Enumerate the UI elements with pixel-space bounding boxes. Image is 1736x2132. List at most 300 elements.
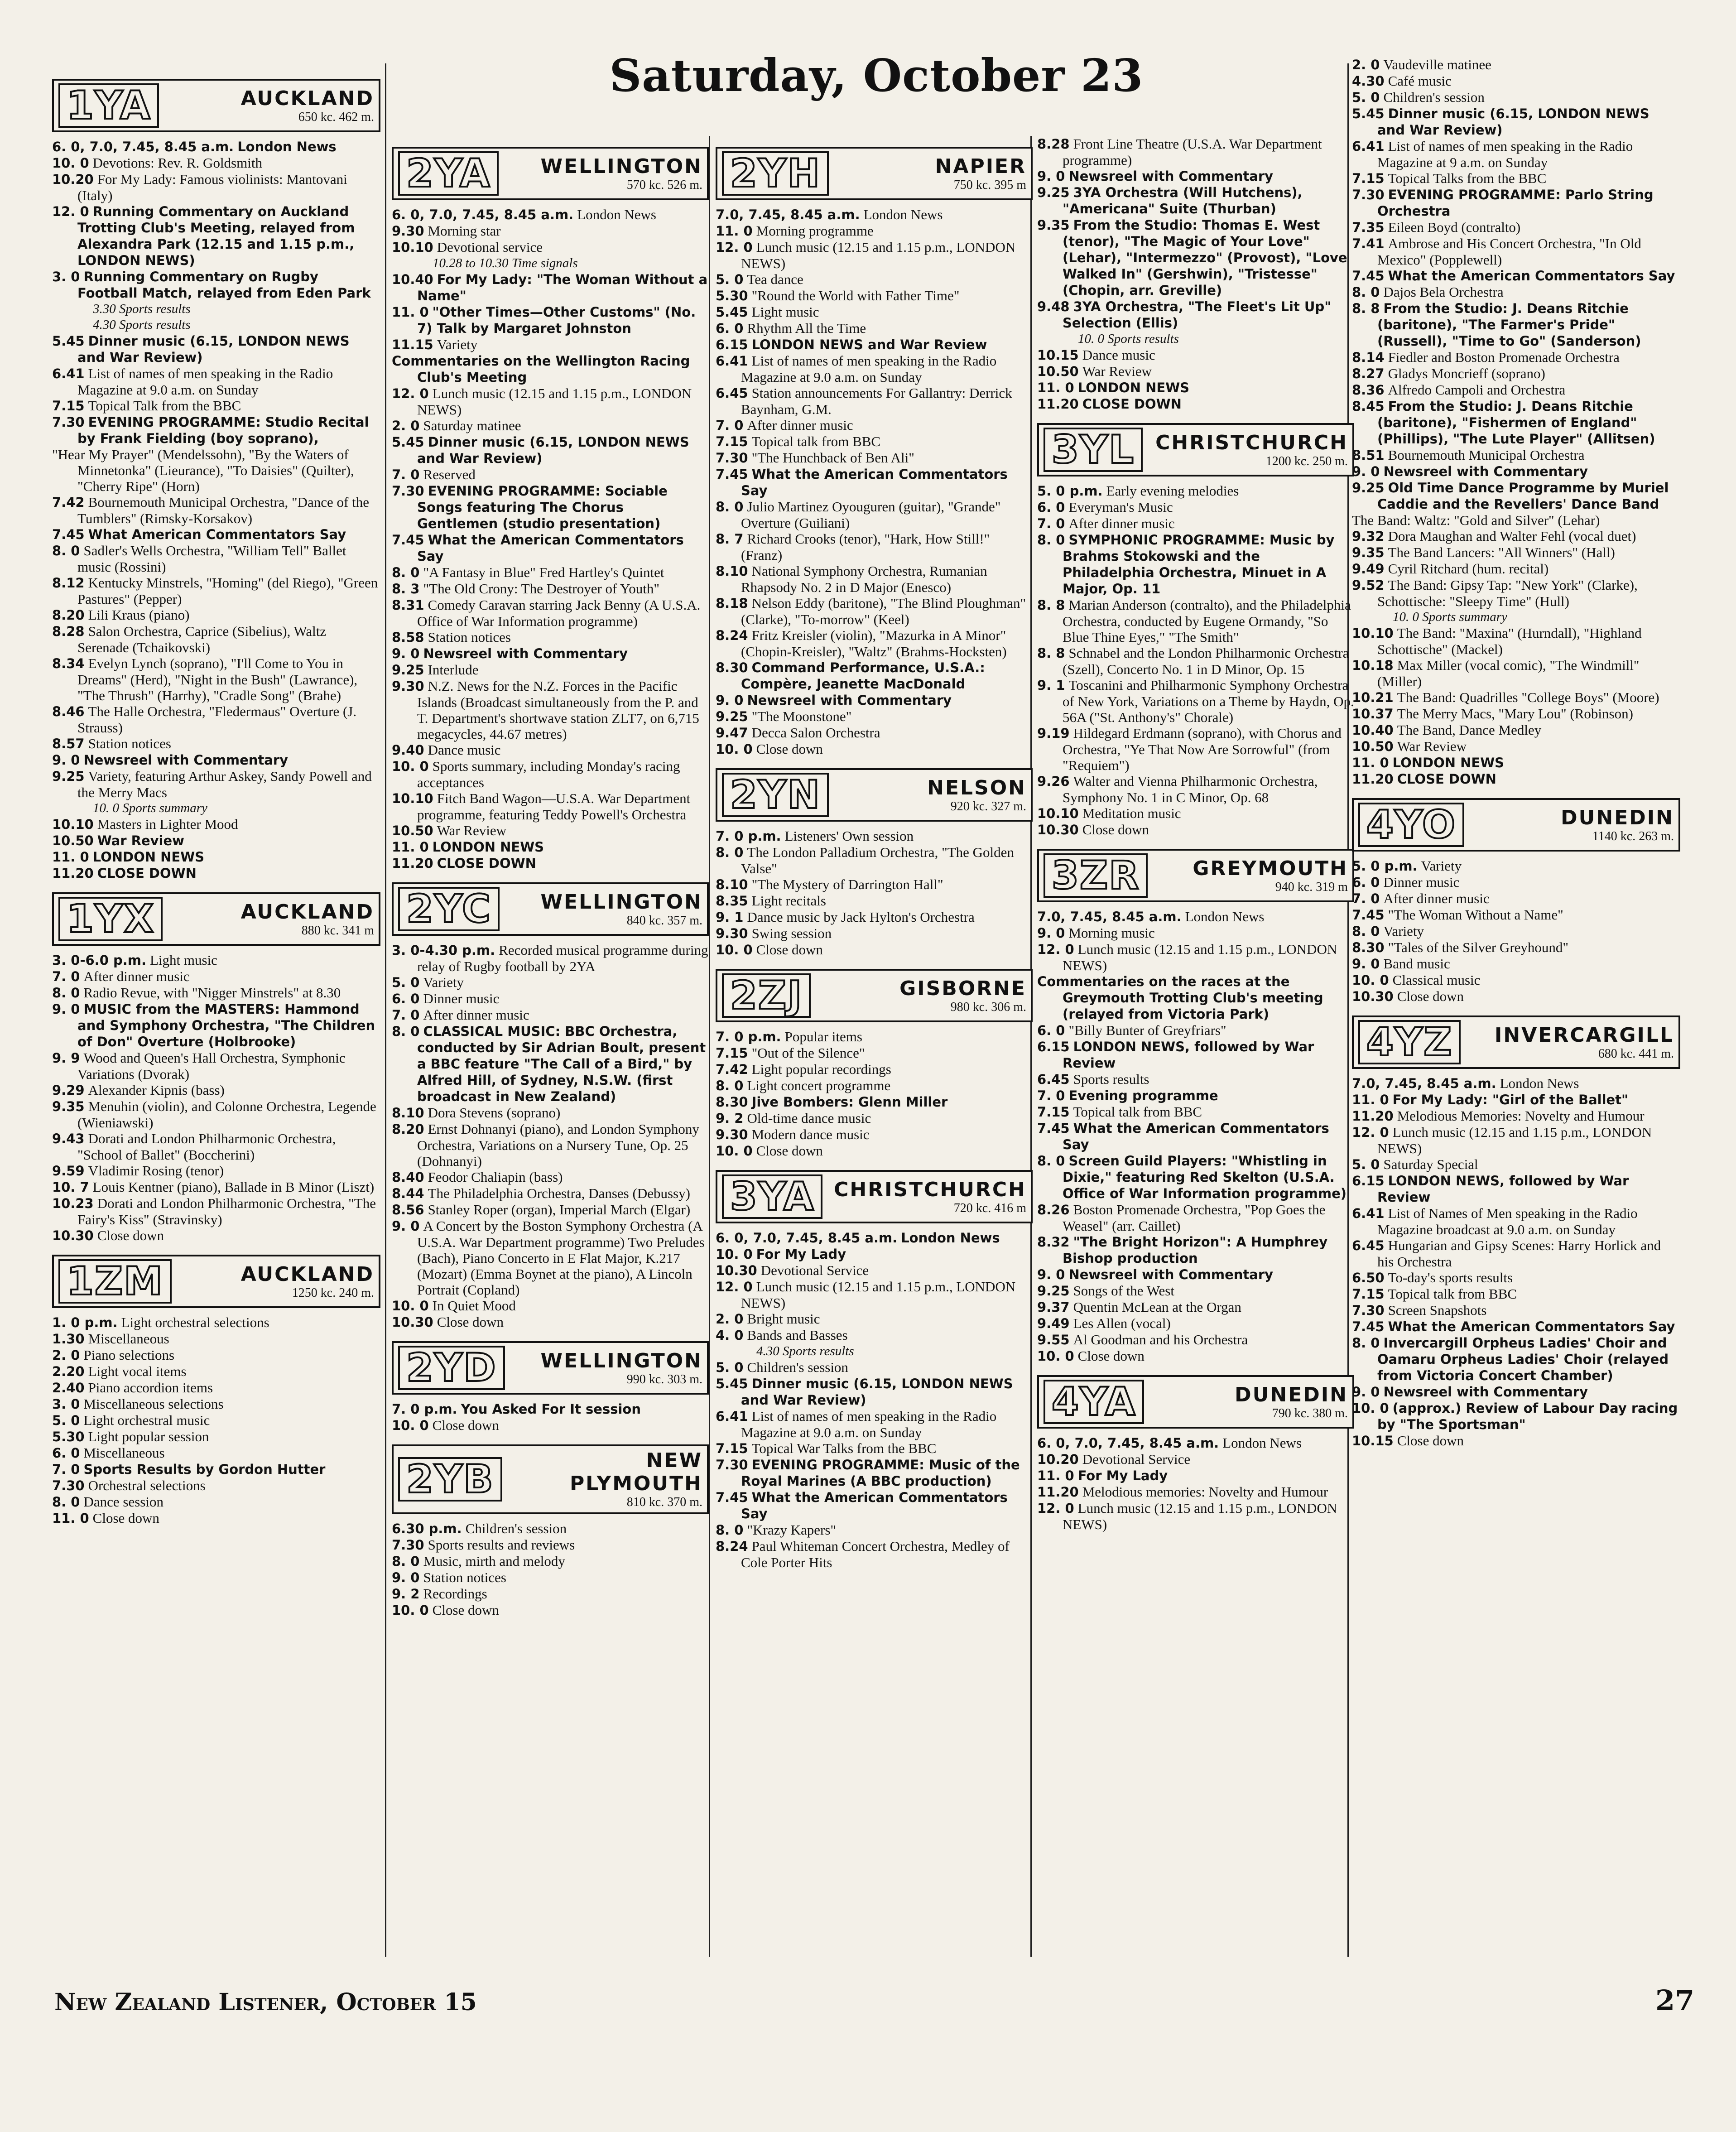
programme-text: Screen Snapshots xyxy=(1388,1302,1487,1318)
station-header xyxy=(52,892,380,946)
programme-time: 8.30 xyxy=(716,1094,748,1110)
programme-item xyxy=(716,304,1033,320)
programme-item xyxy=(52,1396,380,1412)
programme-text: A Concert by the Boston Symphony Orchestra (A U.S.A. War Department programme) Two Preludes (Bach), Piano Concerto in E Flat Major, K.217 (Mozart) (Emma Boynet at the piano), A Lincoln Portrait (Copland) xyxy=(417,1218,705,1298)
programme-text: What the American Commentators Say xyxy=(741,1490,1008,1521)
station-header xyxy=(716,768,1033,822)
programme-text: After dinner music xyxy=(423,1007,529,1023)
programme-time: 11.20 xyxy=(392,856,433,871)
programme-item xyxy=(392,483,709,532)
programme-text: Toscanini and Philharmonic Symphony Orchestra of New York, Variations on a Theme by Haydn, Op. 56A ("St. Anthony's" Chorale) xyxy=(1063,677,1354,725)
programme-item xyxy=(1352,512,1680,528)
programme-time: 10.23 xyxy=(52,1196,94,1211)
programme-time: 9.19 xyxy=(1037,726,1070,741)
programme-item xyxy=(52,414,380,447)
programme-text: Close down xyxy=(756,1143,823,1159)
programme-time: 9.40 xyxy=(392,742,424,758)
programme-time: 9.43 xyxy=(52,1131,85,1146)
station-city: AUCKLAND xyxy=(240,900,374,924)
programme-text: Interlude xyxy=(428,662,479,678)
programme-time: 9.35 xyxy=(52,1099,85,1114)
programme-item xyxy=(52,1195,380,1227)
programme-time: 9.52 xyxy=(1352,578,1385,593)
programme-time: 5. 0 xyxy=(392,975,420,990)
programme-item xyxy=(392,385,709,418)
programme-item xyxy=(716,271,1033,288)
programme-time: 12. 0 xyxy=(1037,942,1074,957)
programme-time: 9. 0 xyxy=(1352,464,1380,479)
programme-item xyxy=(1352,236,1680,268)
station-call-sign: 2YH xyxy=(722,151,829,196)
programme-item xyxy=(716,692,1033,708)
programme-text: Feodor Chaliapin (bass) xyxy=(428,1169,563,1185)
programme-item xyxy=(392,207,709,223)
programme-time: 6.41 xyxy=(1352,139,1385,154)
programme-time: 7.45 xyxy=(1037,1121,1070,1136)
programme-text: What the American Commentators Say xyxy=(1388,1319,1675,1334)
programme-item xyxy=(1037,1071,1354,1088)
station-call-sign: 1YX xyxy=(58,897,163,941)
programme-text: Lunch music (12.15 and 1.15 p.m., LONDON NEWS) xyxy=(417,385,692,418)
programme-text: Dinner music (6.15, LONDON NEWS and War Review) xyxy=(417,434,689,466)
programme-time: 12. 0 xyxy=(1352,1125,1389,1140)
programme-item xyxy=(716,925,1033,942)
programme-item xyxy=(52,1050,380,1082)
programme-time: 8. 7 xyxy=(716,531,744,547)
programme-time: 11. 0 xyxy=(1352,1092,1389,1107)
programme-time: 9. 0 xyxy=(716,693,744,708)
programme-item xyxy=(1037,136,1354,168)
programme-time: 10. 0 xyxy=(716,1143,753,1159)
programme-item xyxy=(52,1082,380,1098)
programme-item xyxy=(1037,973,1354,1022)
programme-item xyxy=(1037,773,1354,805)
programme-item xyxy=(1352,398,1680,447)
station-frequency: 980 kc. 306 m. xyxy=(950,1000,1026,1014)
station-header xyxy=(1037,423,1354,476)
programme-item xyxy=(392,662,709,678)
programme-item xyxy=(1352,706,1680,722)
programme-time: 10.10 xyxy=(1037,806,1079,821)
programme-time: 7.30 xyxy=(1352,1303,1385,1318)
programme-item xyxy=(392,942,709,974)
programme-item xyxy=(52,543,380,575)
programme-time: 6.41 xyxy=(716,353,748,369)
programme-text: Kentucky Minstrels, "Homing" (del Riego), "Green Pastures" (Pepper) xyxy=(77,575,378,607)
programme-time: 5. 0 xyxy=(716,272,744,287)
programme-text: Decca Salon Orchestra xyxy=(751,725,880,741)
programme-time: 1.30 xyxy=(52,1331,85,1347)
programme-time: 9.25 xyxy=(1037,185,1070,200)
programme-item xyxy=(1352,1335,1680,1384)
programme-item xyxy=(52,623,380,655)
programme-text: Newsreel with Commentary xyxy=(1068,168,1274,184)
programme-item xyxy=(1352,480,1680,512)
station-header xyxy=(1352,1015,1680,1069)
programme-time: 10. 0 xyxy=(716,942,753,958)
programme-text: "The Moonstone" xyxy=(751,708,852,724)
programme-time: 6. 0 xyxy=(1352,875,1380,890)
programme-text: What the American Commentators Say xyxy=(1063,1121,1329,1152)
programme-time: 8. 0 xyxy=(392,1024,420,1039)
programme-item xyxy=(1037,1088,1354,1104)
programme-text: Sports results xyxy=(1073,1071,1149,1087)
programme-text: Ambrose and His Concert Orchestra, "In Old Mexico" (Popplewell) xyxy=(1377,236,1641,268)
programme-text: SYMPHONIC PROGRAMME: Music by Brahms Stokowski and the Philadelphia Orchestra, Minuet in A Major, Op. 11 xyxy=(1063,532,1335,597)
programme-time: 9. 0 xyxy=(52,752,80,768)
programme-list xyxy=(716,1029,1033,1159)
programme-text: LONDON NEWS and War Review xyxy=(751,337,987,352)
programme-list xyxy=(1037,1435,1354,1532)
programme-item xyxy=(1037,1451,1354,1468)
programme-time: 11.20 xyxy=(1352,771,1394,787)
programme-text: From the Studio: J. Deans Ritchie (baritone), "The Farmer's Pride" (Russell), "Time to Go" (Sanderson) xyxy=(1377,301,1641,349)
programme-time: 11. 0 xyxy=(52,849,89,865)
programme-list xyxy=(1037,483,1354,838)
programme-item xyxy=(716,876,1033,893)
programme-text: (approx.) Review of Labour Day racing by "The Sportsman" xyxy=(1377,1400,1678,1432)
programme-list xyxy=(716,1230,1033,1570)
programme-time: 8.20 xyxy=(392,1121,424,1137)
programme-time: 11. 0 xyxy=(1037,1468,1074,1483)
programme-text: For My Lady: "Girl of the Ballet" xyxy=(1392,1092,1629,1107)
programme-time: 9.48 xyxy=(1037,299,1070,314)
programme-item xyxy=(716,1045,1033,1061)
programme-text: LONDON NEWS xyxy=(1392,755,1505,770)
programme-list xyxy=(1037,909,1354,1364)
station-call-sign: 2YB xyxy=(398,1457,502,1502)
programme-text: LONDON NEWS xyxy=(432,839,544,855)
station-city: WELLINGTON xyxy=(540,1349,702,1372)
programme-time: 1. 0 p.m. xyxy=(52,1315,118,1330)
programme-time: 8. 0 xyxy=(52,543,80,558)
programme-time: 8.10 xyxy=(392,1105,424,1121)
programme-time: 9. 9 xyxy=(52,1050,80,1066)
programme-text: Dance music xyxy=(428,742,501,758)
programme-time: 8. 0 xyxy=(1037,532,1065,548)
programme-time: 5. 0 xyxy=(1352,90,1380,105)
programme-text: Newsreel with Commentary xyxy=(1068,1267,1274,1282)
programme-time: 8. 3 xyxy=(392,581,420,597)
station-frequency: 650 kc. 462 m. xyxy=(298,110,374,124)
programme-text: Popular items xyxy=(784,1029,862,1044)
programme-time: 6.41 xyxy=(1352,1206,1385,1221)
programme-time: 6.30 p.m. xyxy=(392,1521,462,1536)
programme-item xyxy=(1037,532,1354,597)
programme-text: Quentin McLean at the Organ xyxy=(1073,1299,1241,1315)
programme-text: Commentaries on the races at the Greymouth Trotting Club's meeting (relayed from Victoria Park) xyxy=(1037,974,1323,1022)
programme-text: Commentaries on the Wellington Racing Club's Meeting xyxy=(392,353,690,385)
programme-item xyxy=(1037,1315,1354,1332)
programme-item xyxy=(52,1347,380,1363)
programme-item xyxy=(716,909,1033,925)
programme-text: "Out of the Silence" xyxy=(751,1045,865,1061)
programme-item xyxy=(52,171,380,203)
programme-item xyxy=(52,849,380,865)
programme-item xyxy=(52,816,380,833)
programme-text: CLOSE DOWN xyxy=(1397,771,1496,787)
programme-text: To-day's sports results xyxy=(1388,1270,1513,1285)
programme-text: After dinner music xyxy=(747,417,853,433)
station-frequency: 1140 kc. 263 m. xyxy=(1592,829,1674,843)
programme-item xyxy=(716,893,1033,909)
programme-text: Light vocal items xyxy=(88,1363,187,1379)
programme-item xyxy=(52,607,380,623)
programme-item xyxy=(392,855,709,871)
programme-text: Light music xyxy=(751,304,819,320)
programme-list xyxy=(1352,1075,1680,1449)
programme-time: 8.28 xyxy=(52,624,85,639)
programme-text: Old-time dance music xyxy=(747,1110,871,1126)
programme-time: 4. 0 xyxy=(716,1328,744,1343)
programme-time: 8. 0 xyxy=(52,985,80,1001)
station-city: AUCKLAND xyxy=(240,87,374,110)
programme-item xyxy=(716,708,1033,725)
programme-item xyxy=(392,353,709,385)
station-call-sign: 4YO xyxy=(1358,803,1464,847)
programme-time: 7.15 xyxy=(716,434,748,449)
programme-item xyxy=(716,239,1033,271)
programme-item xyxy=(716,433,1033,450)
column-2 xyxy=(392,136,709,1948)
programme-item xyxy=(1037,499,1354,515)
programme-time: 9. 2 xyxy=(392,1586,420,1602)
station-city: WELLINGTON xyxy=(540,890,702,914)
programme-text: Running Commentary on Auckland Trotting Club's Meeting, relayed from Alexandra Park (12.15 and 1.15 p.m., LONDON NEWS) xyxy=(77,204,355,268)
programme-time: 9. 1 xyxy=(1037,678,1065,693)
programme-item xyxy=(716,828,1033,844)
programme-item xyxy=(52,139,380,155)
programme-time: 8. 0 xyxy=(716,499,744,515)
programme-text: From the Studio: Thomas E. West (tenor), "The Magic of Your Love" (Lehar), "Intermezzo" (Provost), "Love Walked In" (Gershwin), "Tristesse" (Chopin, arr. Greville) xyxy=(1063,217,1347,298)
programme-time: 2.40 xyxy=(52,1380,85,1396)
programme-time: 7.41 xyxy=(1352,236,1385,251)
programme-item xyxy=(716,320,1033,337)
programme-text: Hungarian and Gipsy Scenes: Harry Horlick and his Orchestra xyxy=(1377,1237,1661,1270)
programme-time: 9.47 xyxy=(716,725,748,741)
programme-item xyxy=(52,447,380,494)
station-city: INVERCARGILL xyxy=(1495,1023,1674,1047)
programme-time: 12. 0 xyxy=(716,1279,753,1295)
programme-item xyxy=(392,823,709,839)
programme-item xyxy=(716,223,1033,239)
programme-text: Dinner music xyxy=(423,991,500,1006)
programme-time: 8.31 xyxy=(392,597,424,613)
programme-time: 9. 0 xyxy=(392,646,420,661)
programme-time: 6.45 xyxy=(716,385,748,401)
programme-item xyxy=(716,1522,1033,1538)
programme-time: 11. 0 xyxy=(52,1511,89,1526)
programme-item xyxy=(392,1521,709,1537)
programme-list xyxy=(392,1521,709,1618)
programme-item xyxy=(52,398,380,414)
programme-text: Nelson Eddy (baritone), "The Blind Ploughman" (Clarke), "To-morrow" (Keel) xyxy=(741,595,1026,627)
programme-item xyxy=(52,968,380,985)
station-frequency: 720 kc. 416 m xyxy=(953,1201,1026,1215)
programme-time: 6.41 xyxy=(716,1409,748,1424)
programme-time: 8. 0 xyxy=(1037,1153,1065,1169)
programme-list xyxy=(392,207,709,871)
programme-item xyxy=(1352,625,1680,657)
programme-time: 7.42 xyxy=(716,1062,748,1077)
programme-text: Dance music by Jack Hylton's Orchestra xyxy=(747,909,975,925)
programme-time: 2. 0 xyxy=(716,1311,744,1327)
programme-text: Meditation music xyxy=(1082,805,1181,821)
programme-time: 9.25 xyxy=(1352,480,1385,496)
programme-text: "The Woman Without a Name" xyxy=(1388,907,1563,923)
programme-text: Close down xyxy=(97,1227,164,1243)
programme-item xyxy=(1352,1075,1680,1092)
programme-text: For My Lady: "The Woman Without a Name" xyxy=(417,272,708,303)
programme-text: Newsreel with Commentary xyxy=(423,646,628,661)
programme-item xyxy=(1037,805,1354,822)
page-title: Saturday, October 23 xyxy=(609,50,1144,102)
programme-item xyxy=(716,207,1033,223)
programme-item xyxy=(392,629,709,645)
programme-item xyxy=(392,271,709,304)
programme-time: 10. 0 xyxy=(52,155,89,171)
programme-item xyxy=(52,1227,380,1244)
programme-item xyxy=(52,155,380,171)
programme-time: 7.42 xyxy=(52,495,85,510)
programme-item xyxy=(1037,184,1354,217)
programme-text: War Review xyxy=(1397,738,1467,754)
programme-time: 9. 0 xyxy=(1352,1384,1380,1400)
column-1 xyxy=(52,68,380,1880)
programme-list xyxy=(392,1401,709,1434)
programme-item xyxy=(1352,187,1680,219)
programme-item xyxy=(392,645,709,662)
programme-item xyxy=(716,1489,1033,1522)
programme-item xyxy=(392,742,709,758)
station-frequency: 990 kc. 303 m. xyxy=(626,1372,702,1386)
station-frequency: 680 kc. 441 m. xyxy=(1598,1046,1674,1061)
programme-text: Everyman's Music xyxy=(1068,499,1173,515)
programme-item xyxy=(1352,1173,1680,1205)
programme-item xyxy=(1037,677,1354,725)
programme-text: Morning star xyxy=(428,223,501,239)
programme-text: Topical talk from BBC xyxy=(751,433,881,449)
programme-item xyxy=(52,1429,380,1445)
programme-list xyxy=(1037,136,1354,412)
programme-time: 3. 0 xyxy=(52,1396,80,1412)
programme-text: From the Studio: J. Deans Ritchie (baritone), "Fishermen of England" (Phillips), "The Lute Player" (Allitsen) xyxy=(1377,399,1655,447)
programme-text: Dinner music xyxy=(1383,874,1460,890)
programme-text: Ernst Dohnanyi (piano), and London Symphony Orchestra, Variations on a Nursery Tune, Op. 25 (Dohnanyi) xyxy=(417,1121,699,1169)
programme-time: 7.45 xyxy=(1352,268,1385,284)
programme-item xyxy=(716,595,1033,627)
programme-text: Tea dance xyxy=(747,271,803,287)
programme-text: Children's session xyxy=(1383,89,1485,105)
programme-item xyxy=(1037,1234,1354,1266)
programme-time: 6.45 xyxy=(1352,1238,1385,1253)
programme-time: 11.20 xyxy=(1037,1484,1079,1500)
programme-text: The Band: Waltz: "Gold and Silver" (Lehar) xyxy=(1352,512,1600,528)
programme-time: 11.20 xyxy=(1352,1108,1394,1124)
programme-item xyxy=(52,494,380,526)
programme-text: Station announcements For Gallantry: Derrick Baynham, G.M. xyxy=(741,385,1012,417)
programme-item xyxy=(1352,284,1680,300)
programme-item xyxy=(392,467,709,483)
programme-text: "Hear My Prayer" (Mendelssohn), "By the Waters of Minnetonka" (Lieurance), "To Daisies" (Quilter), "Cherry Ripe" (Horn) xyxy=(52,447,354,494)
programme-item xyxy=(1037,725,1354,773)
programme-item xyxy=(52,1445,380,1461)
programme-time: 10. 0 xyxy=(392,1298,429,1314)
programme-text: Eileen Boyd (contralto) xyxy=(1388,219,1521,235)
programme-time: 8. 0 xyxy=(716,1522,744,1538)
programme-text: Richard Crooks (tenor), "Hark, How Still!" (Franz) xyxy=(741,531,990,563)
programme-time: 12. 0 xyxy=(392,386,429,401)
programme-item xyxy=(392,1602,709,1618)
programme-item xyxy=(52,1461,380,1477)
programme-text: The Band Lancers: "All Winners" (Hall) xyxy=(1388,544,1615,560)
programme-text: Early evening melodies xyxy=(1106,483,1239,499)
programme-item xyxy=(716,1311,1033,1327)
programme-text: War Review xyxy=(97,833,184,848)
programme-text: LONDON NEWS, followed by War Review xyxy=(1063,1039,1314,1071)
programme-text: Dance session xyxy=(83,1494,164,1510)
programme-text: Topical talk from BBC xyxy=(1388,1286,1517,1302)
programme-text: Listeners' Own session xyxy=(784,828,914,844)
programme-time: 8. 8 xyxy=(1352,301,1380,316)
programme-item xyxy=(1352,1400,1680,1433)
programme-time: 6. 0, 7.0, 7.45, 8.45 a.m. xyxy=(392,207,574,222)
programme-time: 8.30 xyxy=(1352,940,1385,955)
programme-time: 10.20 xyxy=(1037,1452,1079,1467)
programme-text: MUSIC from the MASTERS: Hammond and Symphony Orchestra, "The Children of Don" Overture (Holbrooke) xyxy=(77,1001,375,1049)
programme-time: 6. 0, 7.0, 7.45, 8.45 a.m. xyxy=(716,1230,898,1246)
programme-time: 10.37 xyxy=(1352,706,1394,722)
programme-time: 11.20 xyxy=(1037,396,1079,412)
programme-time: 10.30 xyxy=(1037,822,1079,837)
programme-item xyxy=(52,1363,380,1380)
programme-item xyxy=(1352,972,1680,988)
programme-time: 7.15 xyxy=(1352,171,1385,186)
programme-text: War Review xyxy=(437,823,507,838)
programme-time: 8. 0 xyxy=(1352,1335,1380,1351)
programme-time: 10.50 xyxy=(1037,364,1079,379)
programme-item xyxy=(716,466,1033,499)
programme-item xyxy=(1352,939,1680,956)
programme-text: Variety xyxy=(1383,923,1424,939)
programme-item xyxy=(1037,925,1354,941)
programme-time: 5. 0 xyxy=(52,1413,80,1428)
programme-text: Devotions: Rev. R. Goldsmith xyxy=(92,155,262,171)
programme-item xyxy=(392,337,709,353)
programme-text: Al Goodman and his Orchestra xyxy=(1073,1332,1248,1348)
programme-time: 6. 0 xyxy=(52,1445,80,1461)
programme-item xyxy=(716,1538,1033,1570)
programme-text: Miscellaneous xyxy=(88,1331,169,1347)
programme-text: Invercargill Orpheus Ladies' Choir and Oamaru Orpheus Ladies' Choir (relayed from Victoria Concert Chamber) xyxy=(1377,1335,1669,1383)
programme-item xyxy=(1352,858,1680,874)
station-city: CHRISTCHURCH xyxy=(1155,431,1348,454)
programme-time: 6.45 xyxy=(1037,1072,1070,1087)
programme-text: Close down xyxy=(1397,1433,1464,1449)
programme-time: 8.20 xyxy=(52,607,85,623)
station-frequency: 790 kc. 380 m. xyxy=(1272,1406,1348,1420)
programme-time: 9. 0 xyxy=(1352,956,1380,972)
programme-text: Close down xyxy=(92,1510,159,1526)
programme-text: Melodious memories: Novelty and Humour xyxy=(1082,1484,1328,1500)
programme-text: Light orchestral music xyxy=(83,1412,210,1428)
programme-time: 6. 0 xyxy=(392,991,420,1006)
programme-time: 5. 0 xyxy=(716,1360,744,1375)
programme-time: 8.18 xyxy=(716,596,748,611)
programme-time: 7.15 xyxy=(1352,1286,1385,1302)
programme-time: 4.30 xyxy=(1352,73,1385,89)
programme-time: 8.56 xyxy=(392,1202,424,1218)
